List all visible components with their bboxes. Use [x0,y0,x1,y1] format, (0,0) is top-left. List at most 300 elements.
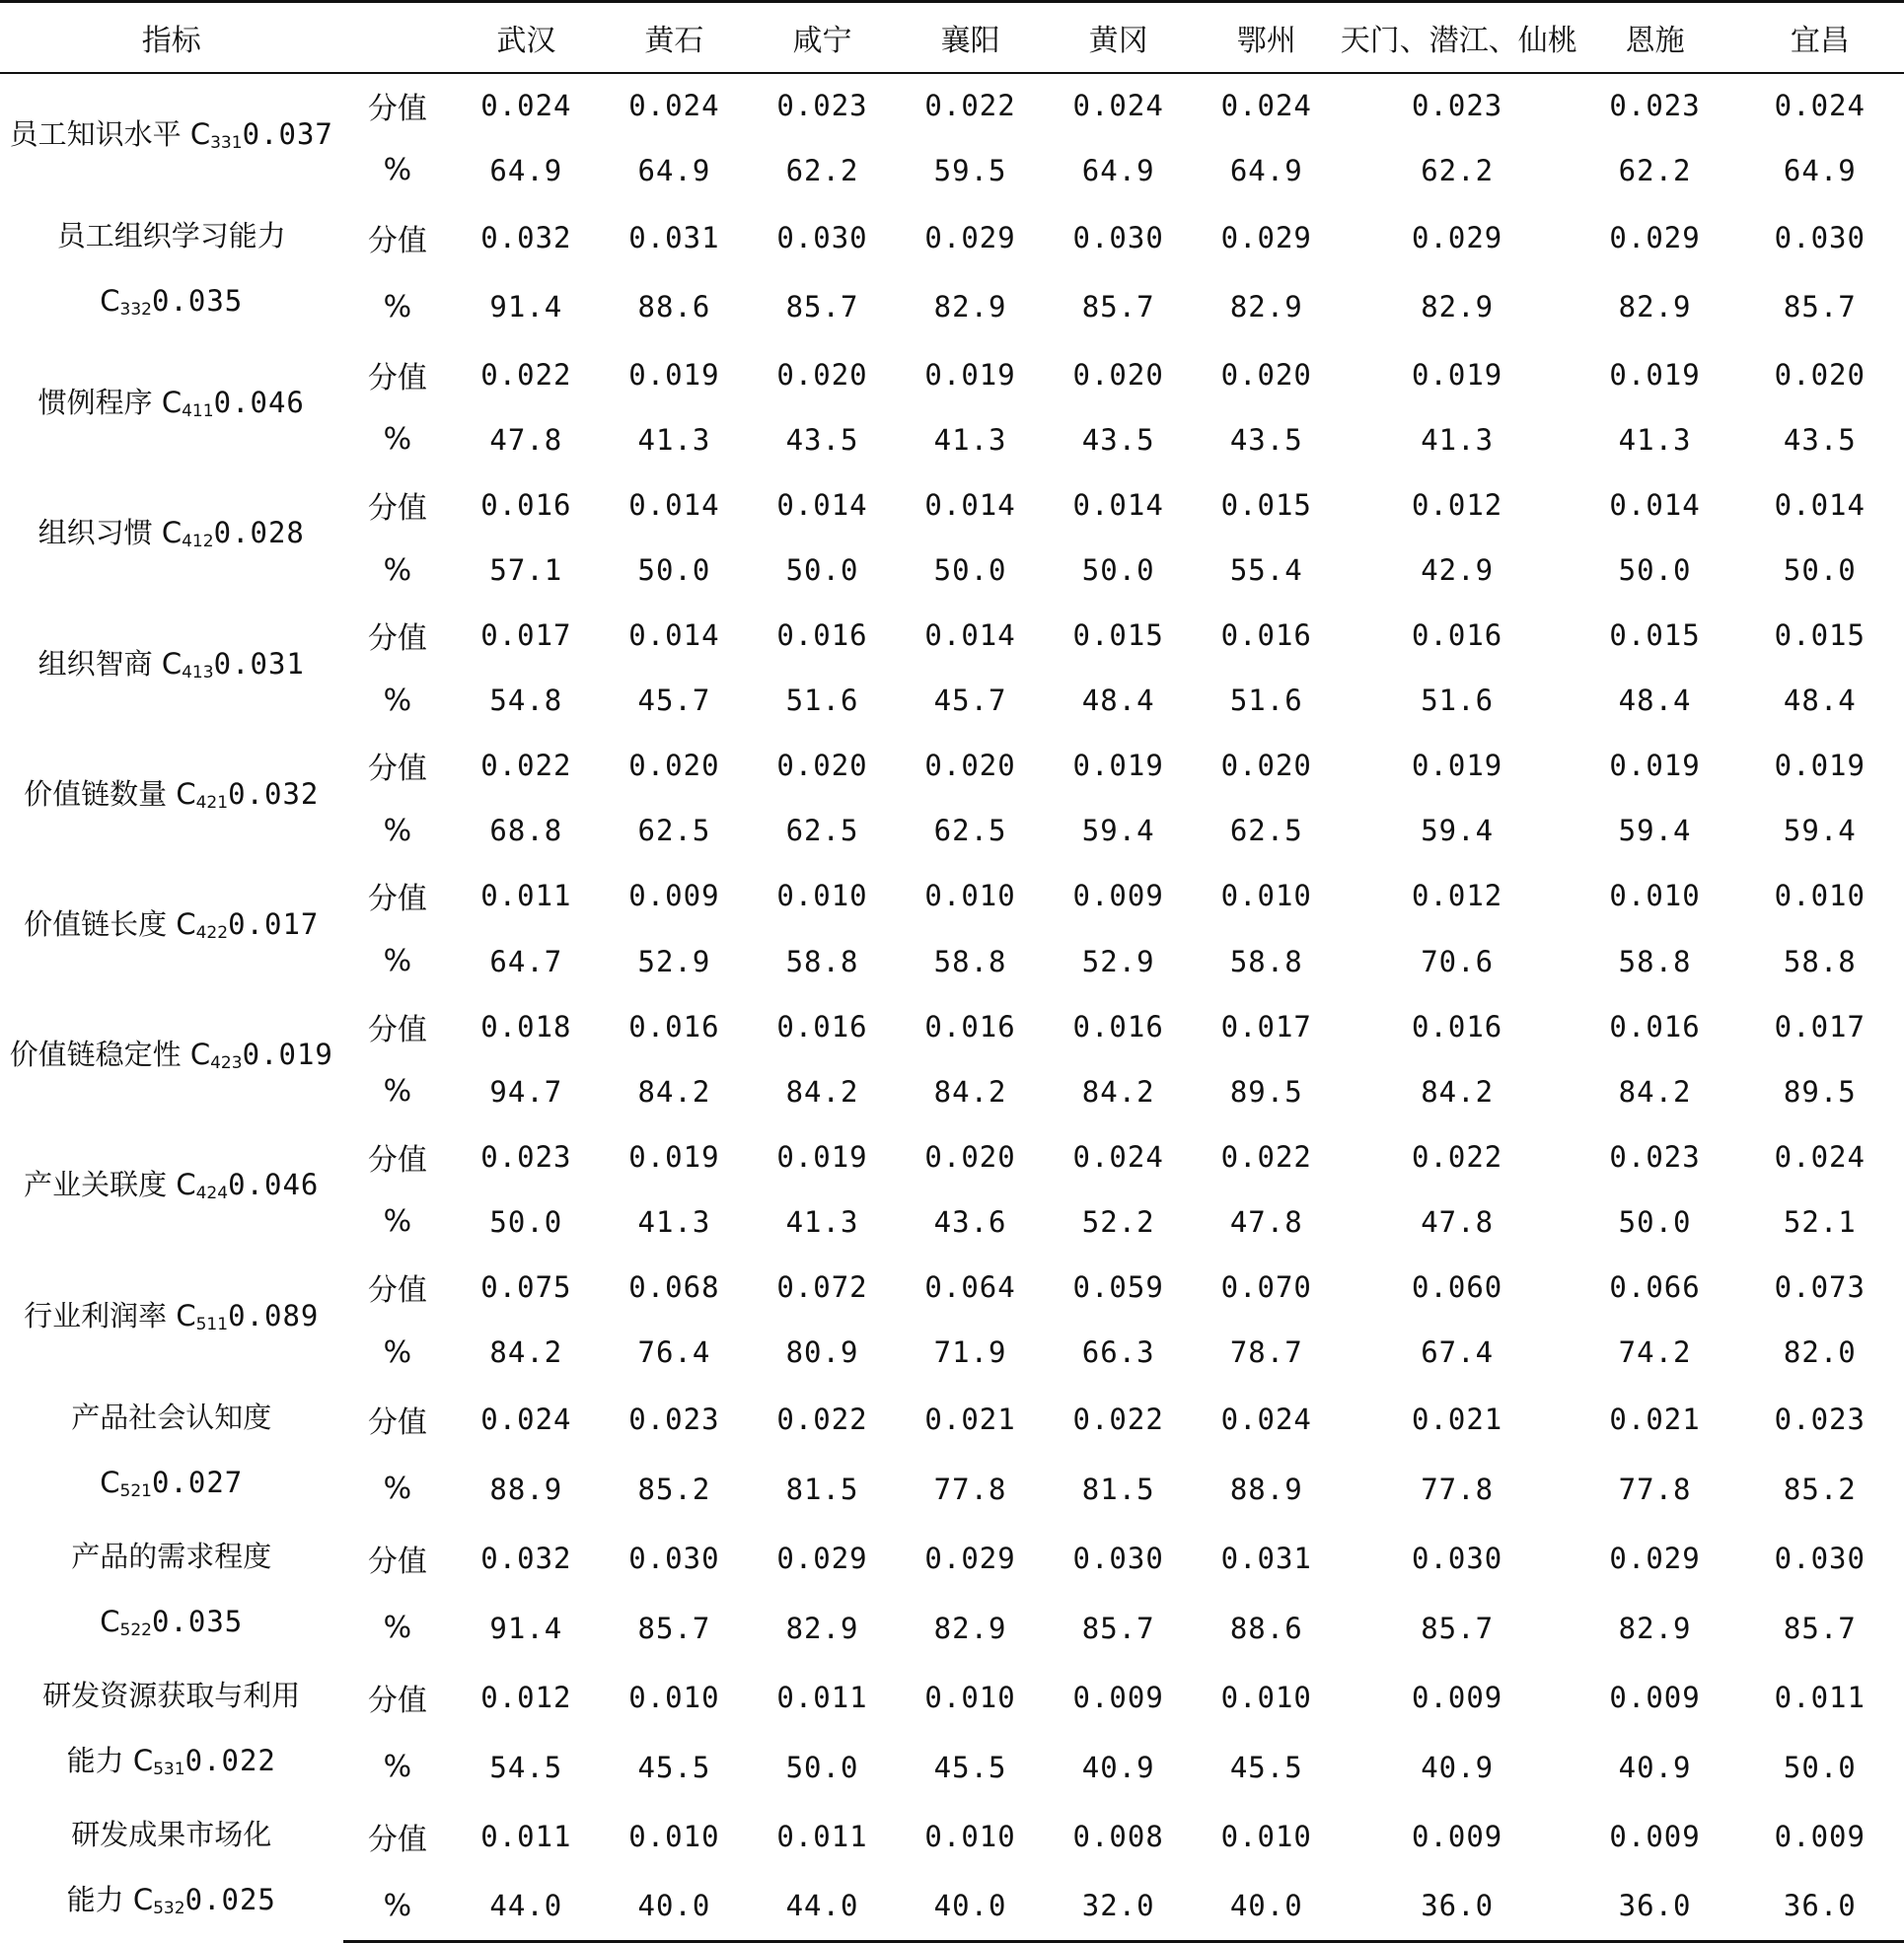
percent-cell: 44.0 [452,1872,600,1942]
indicator-label-line [38,631,305,705]
percent-cell: 82.9 [1229,290,1303,324]
score-cell: 0.023 [1609,89,1701,123]
percent-cell: 77.8 [933,1472,1007,1506]
indicator-label-line [0,1385,343,1450]
indicator-name-cell [0,994,343,1124]
score-cell: 0.023 [480,1139,572,1174]
percent-cell: 84.2 [785,1074,859,1109]
percent-cell: 50.0 [933,553,1007,588]
score-cell: 0.011 [776,1820,868,1854]
percent-cell: 50.0 [1618,1204,1692,1239]
percent-cell: 62.5 [1229,814,1303,848]
percent-cell: 89.5 [1229,1074,1303,1109]
percent-cell: 82.0 [1783,1335,1857,1370]
percent-cell: 94.7 [489,1074,563,1109]
score-cell: 0.030 [1072,220,1164,254]
score-cell: 0.020 [776,749,868,783]
score-cell: 0.032 [480,220,572,254]
score-cell: 0.015 [1774,618,1866,653]
indicator-name: 组织智商 C [37,646,183,681]
percent-cell: 76.4 [637,1335,711,1370]
score-cell: 0.068 [628,1270,720,1305]
indicator-name-cell [0,603,343,733]
indicator-label-line [24,761,319,835]
score-cell: 0.020 [628,749,720,783]
score-cell: 0.029 [776,1542,868,1576]
indicator-code-subscript: 412 [182,532,214,552]
indicator-name: 组织习惯 C [37,516,183,550]
score-cell: 0.029 [1220,220,1312,254]
indicator-label-line [0,203,343,268]
percent-cell: 85.7 [1421,1611,1495,1645]
indicator-name: 行业利润率 C [24,1298,196,1332]
score-cell: 0.010 [1220,1820,1312,1854]
indicator-code-subscript: 423 [210,1053,243,1074]
score-cell: 0.012 [1411,879,1503,913]
percent-cell: 64.9 [489,153,563,187]
percent-cell: 50.0 [785,1750,859,1784]
indicator-weight: 0.089 [228,1298,320,1332]
score-cell: 0.016 [924,1009,1016,1043]
indicator-label-line [24,1152,319,1226]
score-cell: 0.016 [480,487,572,522]
score-cell: 0.073 [1774,1270,1866,1305]
indicator-weight: 0.027 [151,1466,244,1500]
indicator-code-subscript: 424 [195,1184,229,1204]
score-cell: 0.059 [1072,1270,1164,1305]
percent-cell: 88.6 [1229,1611,1303,1645]
percent-cell: 45.7 [933,684,1007,718]
indicator-weight: 0.017 [228,907,320,942]
score-label: 分值 [367,1545,427,1580]
percent-cell: 45.5 [637,1750,711,1784]
score-cell: 0.022 [480,357,572,392]
percent-cell: 59.5 [933,153,1007,187]
percent-label: % [383,289,412,324]
header-indicator: 指标 [0,2,343,73]
indicator-label-line [0,1589,343,1663]
percent-cell: 62.2 [1618,153,1692,187]
percent-cell: 62.2 [785,153,859,187]
score-cell: 0.009 [1609,1820,1701,1854]
score-cell: 0.015 [1072,618,1164,653]
indicator-label-line [38,500,305,574]
score-cell: 0.022 [776,1403,868,1437]
score-label: 分值 [367,752,427,787]
score-cell: 0.009 [1774,1820,1866,1854]
percent-cell: 50.0 [785,553,859,588]
percent-cell: 88.9 [489,1472,563,1506]
percent-cell: 70.6 [1421,944,1495,978]
score-cell: 0.024 [480,89,572,123]
score-label: 分值 [367,1012,427,1047]
percent-cell: 77.8 [1618,1472,1692,1506]
percent-cell: 44.0 [748,1872,896,1942]
indicator-name-cell [0,1663,343,1802]
percent-cell: 52.2 [1081,1204,1155,1239]
indicator-code-subscript: 332 [119,299,152,320]
percent-cell: 67.4 [1421,1335,1495,1370]
indicator-weight: 0.031 [213,646,305,681]
percent-cell: 58.8 [1229,944,1303,978]
score-label: 分值 [367,1273,427,1309]
score-label: 分值 [367,360,427,396]
percent-cell: 50.0 [489,1204,563,1239]
percent-cell: 85.7 [1783,290,1857,324]
percent-cell: 54.5 [489,1750,563,1784]
score-cell: 0.019 [628,1139,720,1174]
score-cell: 0.022 [1220,1139,1312,1174]
indicator-name: 价值链数量 C [24,776,196,811]
percent-cell: 51.6 [1229,684,1303,718]
indicator-code-subscript: 522 [119,1620,152,1641]
indicator-code-subscript: 411 [182,401,214,422]
percent-cell: 59.4 [1618,814,1692,848]
percent-cell: 52.1 [1783,1204,1857,1239]
percent-cell: 50.0 [1081,553,1155,588]
indicator-weight: 0.035 [151,1605,244,1639]
percent-label: % [343,1872,453,1942]
score-cell: 0.010 [1220,879,1312,913]
indicator-name: 产业关联度 C [24,1168,196,1202]
indicator-name-cell [0,342,343,472]
percent-cell: 58.8 [933,944,1007,978]
score-cell: 0.018 [480,1009,572,1043]
indicator-name: 价值链稳定性 C [9,1038,211,1072]
percent-cell: 84.2 [1421,1074,1495,1109]
percent-cell: 85.7 [785,290,859,324]
indicator-label-line [24,892,319,966]
score-cell: 0.009 [1072,1681,1164,1715]
percent-cell: 64.9 [1229,153,1303,187]
score-cell: 0.032 [480,1542,572,1576]
percent-cell: 62.5 [785,814,859,848]
score-cell: 0.009 [1072,879,1164,913]
percent-cell: 62.2 [1421,153,1495,187]
score-cell: 0.023 [1774,1403,1866,1437]
score-cell: 0.014 [924,618,1016,653]
indicator-name: 产品的需求程度 [71,1540,272,1574]
percent-cell: 58.8 [1618,944,1692,978]
score-cell: 0.023 [628,1403,720,1437]
score-cell: 0.019 [1774,749,1866,783]
indicator-name: 能力 C [66,1883,154,1917]
indicator-name-cell [0,1255,343,1385]
table-row [0,1802,1904,1872]
header-city: 黄冈 [1045,2,1193,73]
percent-label: % [383,944,412,979]
percent-cell: 41.3 [785,1204,859,1239]
indicator-weight: 0.046 [228,1168,320,1202]
percent-cell: 59.4 [1081,814,1155,848]
score-cell: 0.011 [776,1681,868,1715]
percent-cell: 48.4 [1081,684,1155,718]
percent-cell: 85.7 [1081,1611,1155,1645]
score-cell: 0.072 [776,1270,868,1305]
score-label: 分值 [367,92,427,127]
header-kind-blank [343,2,453,73]
table-row [0,73,1904,138]
percent-cell: 84.2 [637,1074,711,1109]
percent-cell: 78.7 [1229,1335,1303,1370]
percent-label: % [383,1204,412,1240]
percent-cell: 43.6 [933,1204,1007,1239]
percent-cell: 43.5 [1081,422,1155,457]
percent-label: % [383,1074,412,1110]
score-cell: 0.010 [628,1681,720,1715]
indicator-weight: 0.046 [213,386,305,420]
percent-cell: 62.5 [637,814,711,848]
indicator-name-cell [0,1124,343,1255]
score-label: 分值 [367,1823,427,1858]
percent-cell: 84.2 [933,1074,1007,1109]
indicator-label-line [24,1283,319,1357]
score-cell: 0.011 [1774,1681,1866,1715]
percent-cell: 91.4 [489,1611,563,1645]
percent-cell: 81.5 [1081,1472,1155,1506]
percent-cell: 40.9 [1421,1750,1495,1784]
header-city: 咸宁 [748,2,896,73]
percent-cell: 64.9 [1081,153,1155,187]
score-cell: 0.022 [1072,1403,1164,1437]
percent-label: % [383,813,412,848]
score-cell: 0.010 [924,1820,1016,1854]
indicator-weight: 0.032 [228,776,320,811]
score-cell: 0.024 [480,1403,572,1437]
score-cell: 0.016 [776,618,868,653]
indicator-weight: 0.022 [184,1744,276,1778]
percent-cell: 52.9 [1081,944,1155,978]
indicator-weight: 0.037 [242,116,333,151]
indicator-label-line [0,1867,343,1941]
percent-cell: 88.9 [1229,1472,1303,1506]
indicator-name: 价值链长度 C [24,907,196,942]
percent-label: % [383,153,412,188]
percent-label: % [383,1334,412,1370]
indicator-code-subscript: 532 [153,1899,185,1919]
indicator-code-subscript: 331 [210,132,243,153]
percent-cell: 89.5 [1783,1074,1857,1109]
header-city: 天门、潜江、仙桃 [1341,2,1574,73]
percent-cell: 82.9 [1618,290,1692,324]
score-cell: 0.016 [1411,1009,1503,1043]
indicator-name: 能力 C [66,1744,154,1778]
percent-cell: 41.3 [933,422,1007,457]
percent-cell: 66.3 [1081,1335,1155,1370]
score-cell: 0.016 [628,1009,720,1043]
percent-cell: 43.5 [1229,422,1303,457]
score-cell: 0.024 [1072,1139,1164,1174]
score-cell: 0.009 [1411,1820,1503,1854]
percent-cell: 71.9 [933,1335,1007,1370]
score-label: 分值 [367,882,427,917]
score-cell: 0.017 [480,618,572,653]
indicator-label-line [10,102,333,176]
score-cell: 0.010 [924,879,1016,913]
indicator-weight: 0.019 [242,1038,333,1072]
percent-cell: 85.7 [637,1611,711,1645]
percent-label: % [383,1472,412,1507]
score-cell: 0.014 [1774,487,1866,522]
indicator-label-line [0,1728,343,1802]
table-row [0,603,1904,668]
percent-cell: 84.2 [489,1335,563,1370]
score-cell: 0.019 [628,357,720,392]
score-cell: 0.009 [628,879,720,913]
percent-cell: 36.0 [1736,1872,1904,1942]
score-cell: 0.014 [776,487,868,522]
percent-cell: 82.9 [933,290,1007,324]
percent-cell: 40.9 [1618,1750,1692,1784]
score-cell: 0.011 [480,1820,572,1854]
score-cell: 0.010 [776,879,868,913]
score-label: 分值 [367,223,427,258]
table-row [0,472,1904,538]
score-cell: 0.029 [1609,220,1701,254]
score-cell: 0.030 [628,1542,720,1576]
percent-cell: 82.9 [1421,290,1495,324]
score-cell: 0.016 [1411,618,1503,653]
percent-cell: 58.8 [1783,944,1857,978]
score-cell: 0.024 [1774,89,1866,123]
table-row [0,1255,1904,1320]
percent-cell: 58.8 [785,944,859,978]
percent-cell: 74.2 [1618,1335,1692,1370]
indicator-name-cell [0,1524,343,1663]
score-cell: 0.024 [1220,1403,1312,1437]
score-cell: 0.030 [1411,1542,1503,1576]
indicator-name: 研发资源获取与利用 [42,1679,301,1713]
score-cell: 0.022 [924,89,1016,123]
indicator-name: C [100,1605,120,1639]
indicator-name: C [100,1466,120,1500]
score-cell: 0.010 [1609,879,1701,913]
score-cell: 0.009 [1411,1681,1503,1715]
percent-cell: 47.8 [1229,1204,1303,1239]
indicator-name: 产品社会认知度 [71,1401,272,1435]
score-cell: 0.024 [628,89,720,123]
score-cell: 0.024 [1220,89,1312,123]
percent-cell: 64.7 [489,944,563,978]
score-label: 分值 [367,1405,427,1441]
score-cell: 0.022 [480,749,572,783]
percent-cell: 40.9 [1081,1750,1155,1784]
score-cell: 0.019 [776,1139,868,1174]
indicator-name-cell [0,733,343,863]
score-cell: 0.021 [1411,1403,1503,1437]
score-cell: 0.014 [1072,487,1164,522]
score-cell: 0.012 [1411,487,1503,522]
indicator-weight: 0.028 [213,516,305,550]
score-cell: 0.030 [776,220,868,254]
percent-cell: 48.4 [1618,684,1692,718]
indicator-label-line [0,1802,343,1867]
score-cell: 0.017 [1220,1009,1312,1043]
score-cell: 0.012 [480,1681,572,1715]
score-cell: 0.031 [1220,1542,1312,1576]
percent-cell: 43.5 [1783,422,1857,457]
score-cell: 0.023 [1609,1139,1701,1174]
score-cell: 0.015 [1609,618,1701,653]
indicator-name-cell [0,1385,343,1524]
score-cell: 0.024 [1774,1139,1866,1174]
percent-cell: 40.0 [600,1872,748,1942]
percent-cell: 41.3 [637,1204,711,1239]
percent-cell: 41.3 [1618,422,1692,457]
indicator-name-cell [0,1802,343,1941]
table-row [0,1385,1904,1455]
score-cell: 0.031 [628,220,720,254]
score-cell: 0.023 [1411,89,1503,123]
indicator-name-cell [0,73,343,203]
score-cell: 0.022 [1411,1139,1503,1174]
table-body [0,73,1904,1942]
score-cell: 0.016 [1609,1009,1701,1043]
indicator-label-line [0,268,343,342]
percent-cell: 41.3 [1421,422,1495,457]
indicator-name: 员工组织学习能力 [56,218,286,252]
score-label: 分值 [367,490,427,526]
indicator-label-line [0,1524,343,1589]
percent-cell: 84.2 [1081,1074,1155,1109]
indicator-code-subscript: 422 [195,923,229,944]
percent-cell: 50.0 [1783,553,1857,588]
score-cell: 0.020 [924,1139,1016,1174]
header-city: 宜昌 [1736,2,1904,73]
indicator-code-subscript: 511 [195,1314,229,1334]
score-cell: 0.016 [776,1009,868,1043]
score-cell: 0.009 [1609,1681,1701,1715]
percent-cell: 43.5 [785,422,859,457]
percent-cell: 85.7 [1081,290,1155,324]
score-cell: 0.014 [924,487,1016,522]
percent-cell: 64.9 [637,153,711,187]
percent-cell: 80.9 [785,1335,859,1370]
percent-cell: 45.5 [1229,1750,1303,1784]
percent-cell: 51.6 [785,684,859,718]
score-cell: 0.010 [1220,1681,1312,1715]
indicator-weight: 0.025 [184,1883,276,1917]
score-cell: 0.010 [628,1820,720,1854]
indicator-code-subscript: 531 [153,1760,185,1780]
header-city: 鄂州 [1193,2,1341,73]
score-cell: 0.020 [1774,357,1866,392]
percent-cell: 52.9 [637,944,711,978]
score-cell: 0.020 [924,749,1016,783]
score-label: 分值 [367,1142,427,1178]
table-row [0,994,1904,1059]
score-cell: 0.020 [1220,357,1312,392]
indicator-label-line [38,370,305,444]
percent-cell: 50.0 [637,553,711,588]
score-cell: 0.017 [1774,1009,1866,1043]
percent-label: % [383,1611,412,1646]
percent-cell: 82.9 [933,1611,1007,1645]
percent-cell: 48.4 [1783,684,1857,718]
score-cell: 0.066 [1609,1270,1701,1305]
table-row [0,203,1904,273]
score-cell: 0.029 [1609,1542,1701,1576]
percent-cell: 50.0 [1783,1750,1857,1784]
score-cell: 0.010 [924,1681,1016,1715]
score-cell: 0.014 [628,487,720,522]
score-label: 分值 [367,1684,427,1719]
percent-cell: 32.0 [1045,1872,1193,1942]
score-cell: 0.014 [628,618,720,653]
indicator-name: C [100,283,120,318]
table-row [0,1124,1904,1189]
score-cell: 0.030 [1072,1542,1164,1576]
